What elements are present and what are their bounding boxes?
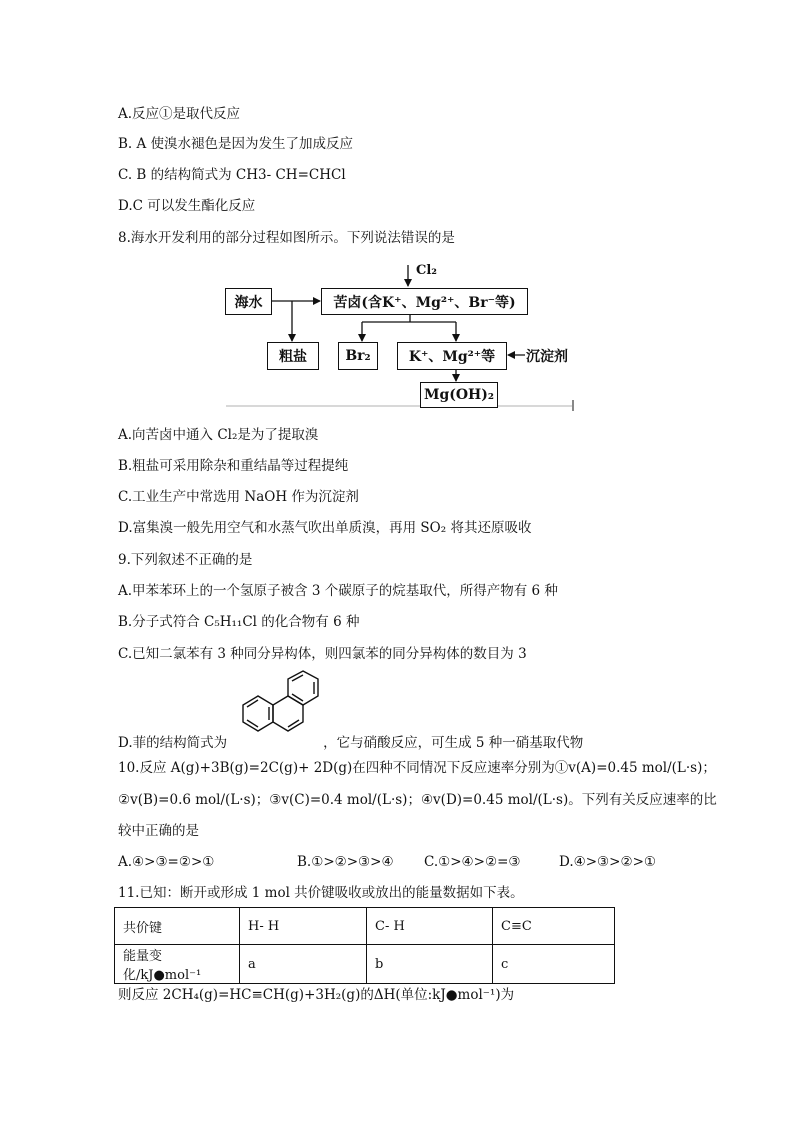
cl2-label: Cl₂ (416, 263, 437, 278)
q8-option-b: B.粗盐可采用除杂和重结晶等过程提纯 (118, 458, 349, 474)
table-row (115, 945, 615, 984)
table-cell: C- H (367, 908, 493, 945)
seawater-box: 海水 (225, 288, 272, 315)
q8-stem: 8.海水开发利用的部分过程如图所示。下列说法错误的是 (118, 230, 455, 246)
q10-option-d: D.④>③>②>① (559, 854, 656, 870)
q10-option-c: C.①>④>②=③ (424, 854, 521, 870)
q9-option-c: C.已知二氯苯有 3 种同分异构体，则四氯苯的同分异构体的数目为 3 (118, 646, 527, 662)
q7-option-a: A.反应①是取代反应 (118, 106, 241, 122)
precipitant-label: 沉淀剂 (526, 349, 568, 365)
q9-option-d-prefix: D.菲的结构简式为 (118, 735, 228, 751)
q9-stem: 9.下列叙述不正确的是 (118, 552, 253, 568)
q10-option-a: A.④>③=②>① (118, 854, 215, 870)
q8-option-d: D.富集溴一般先用空气和水蒸气吹出单质溴，再用 SO₂ 将其还原吸收 (118, 520, 532, 536)
k-mg-box: K⁺、Mg²⁺等 (397, 342, 507, 370)
mgoh2-box: Mg(OH)₂ (420, 382, 498, 408)
q7-option-c: C. B 的结构简式为 CH3- CH=CHCl (118, 167, 346, 183)
q11-stem: 11.已知：断开或形成 1 mol 共价键吸收或放出的能量数据如下表。 (118, 885, 524, 901)
q11-tail: 则反应 2CH₄(g)=HC≡CH(g)+3H₂(g)的ΔH(单位:kJ●mol⁻¹)为 (118, 987, 515, 1003)
q9-option-d (118, 734, 583, 752)
q8-option-a: A.向苦卤中通入 Cl₂是为了提取溴 (118, 427, 319, 443)
q9-option-d-suffix: ，它与硝酸反应，可生成 5 种一硝基取代物 (323, 735, 584, 751)
crude-salt-box: 粗盐 (267, 342, 319, 370)
q9-option-b: B.分子式符合 C₅H₁₁Cl 的化合物有 6 种 (118, 614, 360, 630)
table-cell: C≡C (493, 908, 615, 945)
table-cell: b (367, 945, 493, 984)
q9-option-a: A.甲苯苯环上的一个氢原子被含 3 个碳原子的烷基取代，所得产物有 6 种 (118, 583, 558, 599)
q10-stem-line1: 10.反应 A(g)+3B(g)=2C(g)+ 2D(g)在四种不同情况下反应速率分别为①v(A)=0.45 mol/(L·s)； (118, 760, 716, 776)
table-row (115, 908, 615, 945)
table-cell: 共价键 (115, 908, 240, 945)
table-cell: H- H (240, 908, 367, 945)
q10-stem-line2: ②v(B)=0.6 mol/(L·s)；③v(C)=0.4 mol/(L·s)；④v(D)=0.45 mol/(L·s)。下列有关反应速率的比 (118, 792, 717, 808)
q7-option-b: B. A 使溴水褪色是因为发生了加成反应 (118, 136, 354, 152)
table-cell: 能量变化/kJ●mol⁻¹ (115, 945, 240, 984)
bond-energy-table (114, 907, 615, 984)
q10-stem-line3: 较中正确的是 (118, 823, 199, 839)
brine-box: 苦卤(含K⁺、Mg²⁺、Br⁻等) (321, 288, 528, 315)
q10-option-b: B.①>②>③>④ (297, 854, 394, 870)
table-cell: a (240, 945, 367, 984)
q8-option-c: C.工业生产中常选用 NaOH 作为沉淀剂 (118, 489, 359, 505)
br2-box: Br₂ (338, 342, 378, 370)
table-cell: c (493, 945, 615, 984)
q7-option-d: D.C 可以发生酯化反应 (118, 198, 256, 214)
